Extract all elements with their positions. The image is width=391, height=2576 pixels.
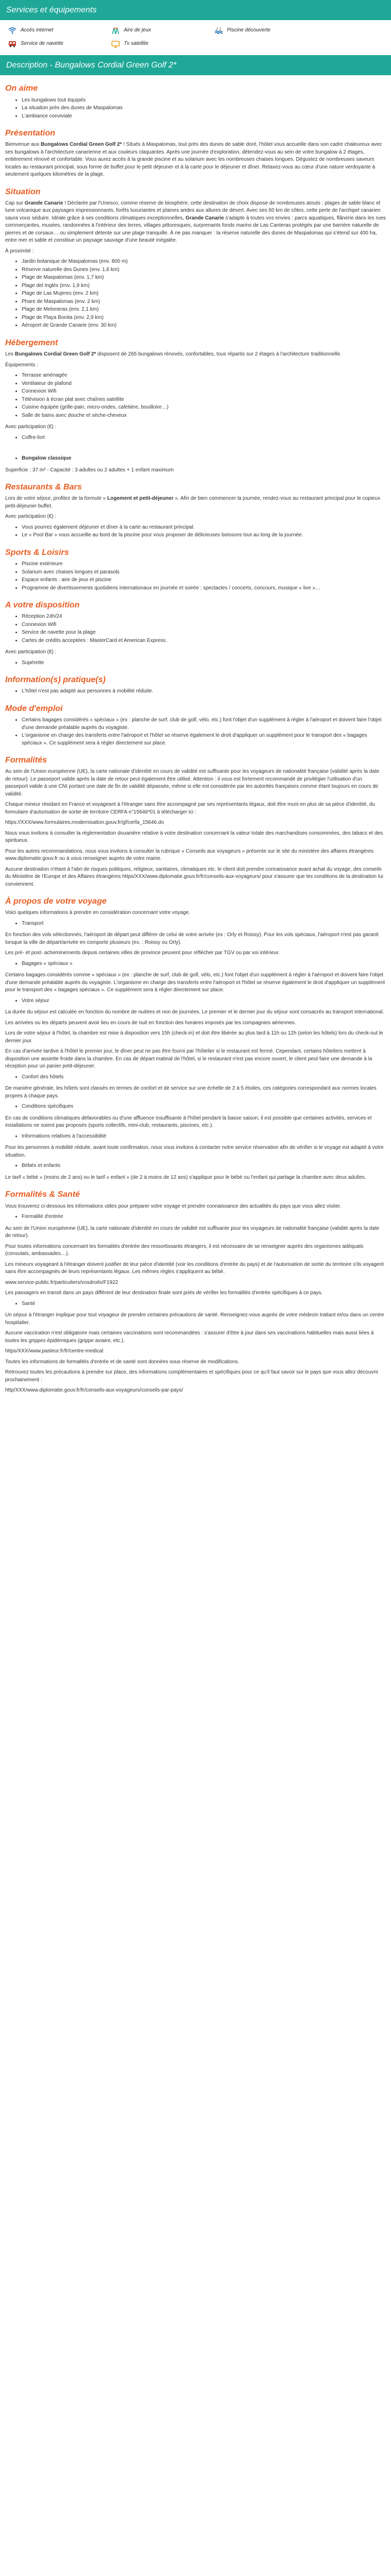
list-item: • Télévision à écran plat avec chaînes satellite: [22, 396, 386, 404]
service-item-shuttle: [8, 40, 111, 48]
list-item: • Certains bagages considérés « spéciaux » (ex : planche de surf, club de golf, vélo, etc.) font l'objet d'un supplément à régler à l'aéroport et doivent faire l'objet d'une demande préalable auprès du voyagiste.: [22, 717, 386, 732]
participation-label: Avec participation (€) :: [5, 514, 57, 520]
formalites-para: Aucune destination n'étant à l'abri de risques politiques, religieux, sanitaires, climatiques etc. le client doit prendre connaissance avant achat du voyage, des conseils du Ministère de l'Europe et des Affaires étrangères https/XXX/www.diplomatie.gouv.fr/fr/conseils-aux-voyageurs/ pour s'assurer que les conditions de la destination lui conviennent.: [5, 866, 383, 887]
section-title-presentation: Présentation: [5, 129, 55, 138]
service-item-internet: [8, 26, 111, 35]
mode-emploi-list: [5, 717, 386, 747]
apropos-block-label: • Transport: [5, 920, 386, 928]
apropos-para: Certains bagages considérés comme « spéciaux » (ex : planche de surf, club de golf, vélo, etc.) font l'objet d'un supplément à régler à l'aéroport et doivent faire l'objet d'une demande préalable auprès du voyagiste. L'organisme en charge des transferts entre l'aéroport et l'hôtel se réserve également le droit d'appliquer un supplément pour le transport des « bagages spéciaux ». Ce supplément sera à régler directement sur place.: [5, 972, 385, 993]
formalites-para: Pour les autres recommandations, nous vous invitons à consulter la rubrique « Conseils aux voyageurs » présente sur le site du ministère des affaires étrangères www.diplomatie.gouv.fr ou à vous renseigner auprès de votre mairie.: [5, 848, 374, 862]
apropos-para: En cas d'arrivée tardive à l'hôtel le premier jour, le dîner peut ne pas être fourni par l'hôtelier si le restaurant est fermé. Cependant, certains hôteliers mettent à disposition une assiette froide dans la chambre. En cas de départ matinal de l'hôtel, si le restaurant n'est pas encore ouvert, le client peut faire une demande à la réception pour un panier petit-déjeuner.: [5, 1048, 372, 1070]
list-item: • Supérette: [22, 659, 386, 667]
room-type: • Bungalow classique: [22, 455, 386, 463]
sante-para: Un séjour à l'étranger implique pour tout voyageur de prendre certaines précautions de santé. Renseignez-vous auprès de votre médecin traitant et/ou dans un centre hospitalier.: [5, 1312, 384, 1326]
sante-block-label: • Formalité d'entrée: [5, 1213, 386, 1221]
sante-para: Retrouvez toutes les précautions à prendre sur place, des informations complémentaires et spécifiques pour ce qu'il faut savoir sur le pays que vous allez découvrir prochainement :: [5, 1369, 379, 1383]
list-item: • Les bungalows tout équipés: [22, 97, 386, 105]
list-item: • Terrasse aménagée: [22, 372, 386, 380]
list-item: • Plage de Playa Bonita (env. 2,9 km): [22, 314, 386, 322]
apropos-intro: Voici quelques informations à prendre en considération concernant votre voyage.: [5, 910, 190, 916]
section-title-mode-emploi: Mode d'emploi: [5, 704, 63, 713]
list-item: • Plage del Inglés (env. 1,9 km): [22, 282, 386, 290]
shuttle-icon: [8, 40, 17, 48]
list-item: • L'organisme en charge des transferts entre l'aéroport et l'hôtel se réserve également le droit d'appliquer un supplément pour le transport des « bagages spéciaux ». Ce supplément sera à régler directement sur place.: [22, 732, 386, 747]
section-title-formalites: Formalités: [5, 756, 47, 765]
service-label: Service de navette: [21, 40, 63, 46]
disposition-paid-list: [5, 659, 386, 667]
formalites-para: Au sein de l'Union européenne (UE), la carte nationale d'identité en cours de validité est suffisante pour les voyageurs de nationalité française (validité après la date de retour). Le passeport valide après la date de retour peut également être utilisé. Attention : il vous est fortement recommandé de privilégier l'utilisation d'un passeport valide à une CNI portant une date de fin de validité dépassée, même si elle est considérée par les autorités françaises comme étant toujours en cours de validité.: [5, 769, 380, 797]
section-title-disposition: A votre disposition: [5, 601, 80, 609]
section-title-restaurants: Restaurants & Bars: [5, 483, 82, 492]
list-item: • Aéroport de Grande Canarie (env. 30 km): [22, 322, 386, 330]
presentation-text: Bienvenue aux Bungalows Cordial Green Golf 2* ! Situés à Maspalomas, tout près des dunes de sable doré, l'hôtel vous accueille dans son cadre chaleureux avec ses bungalows à l'architecture canarienne et aux couleurs claquantes. Après une journée d'exploration, détendez-vous au sein de votre bungalow à 2 étages, entièrement rénové et confortable. Vous aurez accès à la grande piscine et au solarium avec les nombreuses chaises longues. Dégustez de nombreuses saveurs locales au restaurant principal, sous forme de buffet pour le petit déjeuner et à la carte pour le déjeuner et dîner. Relaxez-vous au cœur d'une nature verdoyante à seulement quelques kilomètres de la plage.: [5, 142, 382, 178]
on-aime-list: [5, 97, 386, 121]
participation-label: Avec participation (€) :: [5, 649, 57, 655]
sante-para: Au sein de l'Union européenne (UE), la carte nationale d'identité en cours de validité est suffisante pour les voyageurs de nationalité française (validité après la date de retour).: [5, 1225, 380, 1239]
list-item: • Jardin botanique de Maspalomas (env. 800 m): [22, 258, 386, 266]
list-item: • Plage de Meloneras (env. 2,1 km): [22, 306, 386, 314]
apropos-para: Lors de votre séjour à l'hôtel, la chambre est mise à disposition vers 15h (check-in) et doit être libérée au plus tard à 11h ou 12h (selon les hôtels) lors du check-out le dernier jour.: [5, 1030, 383, 1044]
list-item: • L'hôtel n'est pas adapté aux personnes à mobilité réduite.: [22, 688, 386, 696]
apropos-para: Les pré- et post- acheminements depuis certaines villes de province peuvent pour réflécher par TGV ou par voi intérieur.: [5, 950, 280, 956]
list-item: • Espace enfants : aire de jeux et piscine: [22, 577, 386, 584]
apropos-block-label: • Conditions spécifiques: [5, 1103, 386, 1111]
apropos-block-label: • Informations relatives à l'accessibilité: [5, 1133, 386, 1141]
service-item-playground: [111, 26, 215, 35]
proximity-label: À proximité :: [5, 248, 34, 254]
sports-list: [5, 561, 386, 592]
apropos-para: Pour les personnes à mobilité réduite, avant toute confirmation, nous vous invitons à contacter notre service réservation afin de vérifier si le voyage est adapté à votre situation.: [5, 1145, 384, 1158]
list-item: • Réception 24h/24: [22, 613, 386, 621]
apropos-para: Les arrivées ou les départs peuvent avoir lieu en cours de nuit en fonction des horaires imposés par les compagnies aériennes.: [5, 1020, 296, 1026]
apropos-block-label: • Bagages « spéciaux »: [5, 960, 386, 968]
service-label: Accès internet: [21, 27, 54, 33]
formalites-para: Nous vous invitons à consulter la réglementation douanière relative à votre destination concernant la valeur totale des marchandises consommées, des tabacs et des spiritueux.: [5, 830, 383, 844]
list-item: • Réserve naturelle des Dunes (env. 1,6 km): [22, 266, 386, 274]
apropos-para: En fonction des vols sélectionnés, l'aéroport de départ peut différer de celui de votre arrivée (ex : Orly et Roissy). Pour les vols spéciaux, l'aéroport n'est pas garanti lorsque la ville de départ/arrivée en comporte plusieurs (ex. : Roissy ou Orly).: [5, 932, 379, 945]
list-item: • La situation près des dunes de Maspalomas: [22, 105, 386, 112]
paid-list: [5, 434, 386, 442]
apropos-para: En cas de conditions climatiques défavorables ou d'une affluence insuffisante à l'hôtel pendant la basse saison, il est possible que certaines activités, services et installations ne soient pas proposés (sports collectifs, mini-club, restaurants, piscines, etc.).: [5, 1115, 372, 1129]
services-grid: [0, 20, 391, 55]
restaurants-list: [5, 524, 386, 539]
equipments-list: [5, 372, 386, 419]
room-surface: Superficie : 37 m² - Capacité : 3 adultes ou 2 adultes + 1 enfant maximum: [5, 467, 174, 473]
list-item: • Cuisine équipée (grille-pain, micro-ondes, cafetière, bouilloire…): [22, 404, 386, 412]
info-list: [5, 688, 386, 696]
list-item: • L'ambiance conviviale: [22, 113, 386, 121]
list-item: • Plage de Las Mujeres (env. 2 km): [22, 290, 386, 298]
service-item-pool: [215, 26, 318, 35]
description-content: [0, 75, 391, 1394]
list-item: • Vous pourrez également déjeuner et dîner à la carte au restaurant principal.: [22, 524, 386, 532]
disposition-list: [5, 613, 386, 645]
section-title-sports: Sports & Loisirs: [5, 548, 69, 557]
sante-link[interactable]: http/XXX/www.diplomatie.gouv.fr/fr/conseils-aux-voyageurs/conseils-par-pays/: [5, 1387, 183, 1394]
list-item: • Ventilateur de plafond: [22, 380, 386, 388]
list-item: • Salle de bains avec douche et sèche-cheveux: [22, 412, 386, 420]
restaurants-text: Lors de votre séjour, profitez de la formule « Logement et petit-déjeuner ». Afin de bien commencer la journée, rendez-vous au restaurant principal pour le copieux petit-déjeuner buffet.: [5, 496, 381, 509]
formalites-link[interactable]: https://XXX/www.formulaires.modernisation.gouv.fr/gf/cerfa_15646.do: [5, 820, 164, 826]
list-item: • Le « Pool Bar » vous accueille au bord de la piscine pour vous proposer de délicieuses boissons tout au long de la journée.: [22, 532, 386, 539]
pool-icon: [215, 26, 223, 35]
sante-para: Les passagers en transit dans un pays différent de leur destination finale sont priés de vérifier les formalités d'entrée spécifiques à ce pays.: [5, 1290, 323, 1296]
section-title-hebergement: Hébergement: [5, 338, 58, 347]
service-label: Tv satellite: [124, 40, 149, 46]
participation-label: Avec participation (€) :: [5, 424, 57, 430]
services-header: Services et équipements: [0, 0, 391, 20]
description-header: Description - Bungalows Cordial Green Golf 2*: [0, 55, 391, 75]
apropos-block-label: • Bébés et enfants: [5, 1162, 386, 1170]
proximity-list: [5, 258, 386, 330]
apropos-para: La durée du séjour est calculée en fonction du nombre de nuitées et non de journées. Le premier et le dernier jour du séjour sont consacrés au transport international.: [5, 1009, 384, 1015]
list-item: • Solarium avec chaises longues et parasols: [22, 569, 386, 577]
playground-icon: [111, 26, 120, 35]
formalites-sante-intro: Vous trouverez ci-dessous les informations utiles pour préparer votre voyage et prendre connaissance des actualités du pays que vous allez visiter.: [5, 1203, 341, 1209]
sante-para: Pour toutes informations concernant les formalités d'entrée des ressortissants étrangers, il est nécessaire de se renseigner auprès des organismes adéquats (consulats, ambassades…).: [5, 1243, 364, 1257]
equipments-label: Équipements :: [5, 362, 38, 368]
situation-text: Cap sur Grande Canarie ! Déclarée par l'Unesco, comme réserve de biosphère, cette destination de choix dispose de nombreuses atouts : plages de sable blanc et lune volcanique aux paysages impressionnants, forêts luxuriantes et plaines arides aux allures de désert. Avec ses 60 km de côtes, cette perle de l'archipel canarien saura vous séduire. Idéale grâce à ses conditions climatiques exceptionnelles, Grande Canarie s'adapte à toutes vos envies : parcs aquatiques, flânerie dans les rues commerçantes, musées, randonnées à l'intérieur des terres, villages pittoresques, surprenants fonds marins de Las Canteras protégés par une barrière naturelle de pierres et de corsaux… ou simplement détente sur une plage tranquille. À ne pas manquer : la réserve naturelle des dunes de Maspalomas qui s'étend sur 400 ha, entre mer et sable et constitue un paysage sauvage d'une beauté inégalée.: [5, 200, 386, 244]
list-item: • Service de navette pour la plage: [22, 629, 386, 637]
section-title-apropos: À propos de votre voyage: [5, 897, 107, 906]
hebergement-text: Les Bungalows Cordial Green Golf 2* disposent de 265 bungalows rénovés, confortables, tous répartis sur 2 étages à l'architecture traditionnelle.: [5, 351, 342, 358]
list-item: • Programme de divertissements quotidiens internationaux en journée et soirée : spectacles / concerts, concours, musique « live »…: [22, 585, 386, 592]
list-item: • Piscine extérieure: [22, 561, 386, 568]
sante-para: Aucune vaccination n'est obligatoire mais certaines vaccinations sont recommandées : s'assurer d'être à jour dans ses vaccinations habituelles mais aussi liées à toutes les grippes épidémiques (grippe aviaire, etc.).: [5, 1330, 374, 1344]
list-item: • Phare de Maspalomas (env. 2 km): [22, 298, 386, 306]
list-item: • Cartes de crédits acceptées : MasterCard et American Express.: [22, 637, 386, 645]
tv-icon: [111, 40, 120, 48]
sante-para: Les mineurs voyageant à l'étranger doivent justifier de leur pièce d'identité (voir les conditions d'entrée du pays) et de l'autorisation de sortie du territoire s'ils voyagent sans être accompagnés de leurs représentants légaux. Les mêmes règles s'appliquent au bébé.: [5, 1261, 384, 1275]
service-label: Aire de jeux: [124, 27, 151, 33]
section-title-info: Information(s) pratique(s): [5, 675, 106, 685]
list-item: • Coffre-fort: [22, 434, 386, 442]
sante-link[interactable]: https/XXX/www.pasteur.fr/fr/centre-medical: [5, 1348, 104, 1354]
list-item: • Connexion Wifi: [22, 621, 386, 629]
room-type-list: [5, 455, 386, 463]
service-item-tv: [111, 40, 215, 48]
apropos-para: Le tarif « bébé » (moins de 2 ans) ou le tarif « enfant » (de 2 à moins de 12 ans) s'applique pour le bébé ou l'enfant qui partage la chambre avec deux adultes.: [5, 1174, 366, 1180]
wifi-icon: [8, 26, 17, 35]
sante-block-label: • Santé: [5, 1300, 386, 1308]
apropos-para: De manière générale, les hôtels sont classés en termes de confort et de service sur une échelle de 2 à 5 étoiles, ces catégories correspondant aux normes locales propres à chaque pays.: [5, 1086, 377, 1099]
apropos-block-label: • Votre séjour: [5, 997, 386, 1005]
formalites-para: Chaque mineur résidant en France et voyageant à l'étranger sans être accompagné par ses représentants légaux, doit être muni en plus de sa pièce d'identité, du formulaire d'autorisation de sortie de territoire CERFA n°15646*01 à télécharger ici :: [5, 802, 376, 815]
service-label: Piscine découverte: [227, 27, 271, 33]
sante-para: Toutes les informations de formalités d'entrée et de santé sont données sous réserve de modifications.: [5, 1359, 239, 1365]
section-title-situation: Situation: [5, 187, 41, 196]
section-title-on-aime: On aime: [5, 84, 38, 93]
list-item: • Plage de Maspalomas (env. 1,7 km): [22, 274, 386, 282]
list-item: • Connexion Wifi: [22, 388, 386, 396]
apropos-block-label: • Confort des hôtels: [5, 1074, 386, 1081]
sante-link[interactable]: www.service-public.fr/particuliers/vosdroits/F1922: [5, 1279, 118, 1285]
section-title-formalites-sante: Formalités & Santé: [5, 1190, 80, 1199]
